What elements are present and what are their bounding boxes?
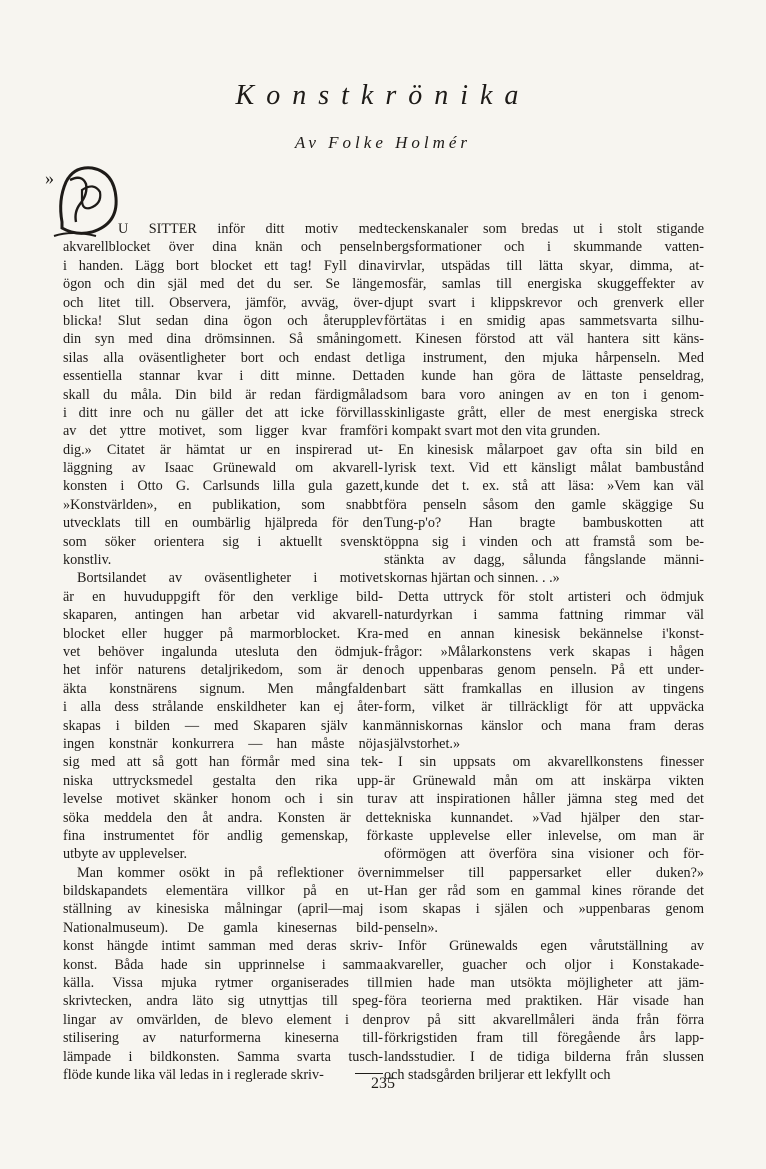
text-line: liga instrument, den mjuka hårpenseln. Med	[384, 349, 704, 366]
text-line: blicka! Slut sedan dina ögon och återupplev	[63, 312, 383, 329]
text-line: i handen. Lägg bort blocket ett tag! Fyll dina	[63, 257, 383, 274]
text-line: av att inspirationen håller jämna steg med det	[384, 791, 704, 808]
left-column	[63, 220, 383, 1084]
page-number: 235	[371, 1075, 395, 1092]
text-line: skrivtecken, andra läto sig utnyttjas till speg-	[63, 993, 383, 1010]
text-line: ett. Kinesen förstod att väl hantera sitt käns-	[384, 331, 704, 348]
text-line: och uppenbaras genom penseln. På ett under-	[384, 662, 704, 679]
text-line: som bara voro aningen av en ton i genom-	[384, 386, 704, 403]
text-line: fina instrumentet för andlig gemenskap, för	[63, 827, 383, 844]
text-line: Nationalmuseum). De gamla kinesernas bild-	[63, 919, 383, 936]
text-line: söka meddela den åt andra. Konsten är det	[63, 809, 383, 826]
text-line: ingen konstnär konkurrera — han måste nöja	[63, 735, 383, 752]
text-line: tekniska kunnandet. »Vad hjälper den star-	[384, 809, 704, 826]
text-line: utbyte av upplevelser.	[63, 846, 188, 863]
text-line: som skapas i själen och »uppenbaras genom	[384, 901, 704, 918]
text-line: prov på sitt akvarellmåleri ända från förra	[384, 1011, 704, 1028]
text-line: bildskapandets elementära villkor på en ut-	[63, 883, 383, 900]
text-line: bart sätt framkallas en illusion av tingens	[384, 680, 704, 697]
text-line: är en huvuduppgift för den verklige bild-	[63, 588, 383, 605]
text-line: med en annan kinesisk bekännelse i'konst-	[384, 625, 704, 642]
text-line: läggning av Isaac Grünewald om akvarell-	[63, 460, 383, 477]
text-line: kunde det t. ex. stå att läsa: »Vem kan väl	[384, 478, 704, 495]
text-line: som söker orientera sig i aktuellt svenskt	[63, 533, 383, 550]
text-line: niska uttrycksmedel gestalta den rika upp-	[63, 772, 383, 789]
text-line: Tung-p'o? Han bragte bambuskotten att	[384, 515, 704, 532]
text-line: landsstudier. I de tidiga bilderna från slussen	[384, 1048, 704, 1065]
text-line: öppna sig i vinden och att framstå som be-	[384, 533, 704, 550]
right-column	[384, 220, 704, 1084]
text-line: Bortsilandet av oväsentligheter i motivet	[77, 570, 383, 587]
text-line: konst hängde intimt samman med deras skriv-	[63, 938, 383, 955]
text-line: virvlar, utspädas till lätta skyar, dimma, at-	[384, 257, 704, 274]
text-line: flöde kunde lika väl ledas in i reglerade skriv-	[63, 1066, 324, 1083]
text-line: »Konstvärlden», en publikation, som snabbt	[63, 496, 383, 513]
text-line: mien hade man utsökta möjligheter att jäm-	[384, 975, 704, 992]
text-line: I sin uppsats om akvarellkonstens finesser	[398, 754, 704, 771]
text-line: stänkta av dagg, sålunda fångslande männi-	[384, 552, 704, 569]
text-line: förkrigstiden fram till föregående års lapp-	[384, 1030, 704, 1047]
text-line: och stadsgården briljerar ett lekfyllt och	[384, 1066, 611, 1083]
text-line: konstliv.	[63, 552, 112, 569]
text-line: föra penseln såsom den gamle skäggige Su	[384, 496, 704, 513]
article-byline: Av Folke Holmér	[294, 133, 472, 152]
page-number-rule	[355, 1073, 383, 1074]
text-line: vet behöver ingalunda utesluta den ödmjuk-	[63, 643, 383, 660]
text-line: dig.» Citatet är hämtat ur en inspirerad ut-	[63, 441, 383, 458]
text-line: frågor: »Målarkonstens verk skapas i hågen	[384, 643, 704, 660]
text-line: utvecklats till en oumbärlig hjälpreda för den	[63, 515, 383, 532]
article-title: Konstkrönika	[235, 80, 531, 111]
text-line: bergsformationer och i skummande vatten-	[384, 239, 704, 256]
text-line: mosfär, samlas till energiska skuggeffekter av	[384, 276, 704, 293]
text-line: form, vilket är tillräckligt för att uppväcka	[384, 699, 704, 716]
text-line: naturdyrkan i samma fattning rimmar väl	[384, 607, 704, 624]
text-line: konst. Båda hade sin upprinnelse i samma	[63, 956, 383, 973]
opening-quote-mark: »	[45, 168, 54, 188]
text-line: het inför naturens detaljrikedom, som är den	[63, 662, 383, 679]
text-line: och litet till. Observera, jämför, avväg, över-	[63, 294, 383, 311]
text-line: levelse motivet skänker honom och i sin tur	[63, 791, 383, 808]
text-line: i alla dess strålande enskildheter kan ej åter-	[63, 699, 383, 716]
text-line: skaparen, antingen han arbetar vid akvarell-	[63, 607, 383, 624]
text-line: penseln».	[384, 919, 438, 936]
text-line: En kinesisk målarpoet gav ofta sin bild en	[398, 441, 704, 458]
text-line: lämpade i bildkonsten. Samma svarta tusch-	[63, 1048, 383, 1065]
text-line: sig med att så gott han förmår med sina tek-	[63, 754, 383, 771]
text-line: konsten i Otto G. Carlsunds lilla gula gazett,	[63, 478, 383, 495]
text-line: stilisering av naturformerna kineserna till-	[63, 1030, 383, 1047]
text-line: den kunde han göra de lättaste penseldrag,	[384, 368, 704, 385]
text-line: ställning av kinesiska målningar (april—maj i	[63, 901, 383, 918]
text-line: Han ger råd som en gammal kines rörande det	[384, 883, 704, 900]
text-line: förtätas i en smidig apas sammetsvarta silhu-	[384, 312, 704, 329]
text-line: U SITTER inför ditt motiv med	[118, 221, 383, 237]
text-line: akvarellblocket över dina knän och penseln	[63, 239, 383, 256]
text-line: skinligaste grått, eller de mest energiska streck	[384, 404, 704, 421]
text-line: skapas i bilden — med Skaparen själv kan	[63, 717, 383, 734]
text-line: av det yttre motivet, som ligger kvar framför	[63, 423, 383, 440]
text-line: Detta uttryck för stolt artisteri och ödmjuk	[398, 588, 704, 605]
text-line: djupt svart i klippskrevor och grenverk eller	[384, 294, 704, 311]
text-line: akvareller, guacher och oljor i Konstakade-	[384, 956, 704, 973]
text-line: din syn med dina drömsinnen. Så småningom	[63, 331, 383, 348]
text-line: äkta konstnärens signum. Men mångfalden	[63, 680, 383, 697]
text-line: självstorhet.»	[384, 735, 461, 752]
text-line: föra teorierna med praktiken. Här visade han	[384, 993, 704, 1010]
text-line: källa. Vissa mjuka rytmer organiserades till	[63, 975, 383, 992]
text-line: lyrisk text. Vid ett känsligt målat bambustånd	[384, 460, 704, 477]
text-line: är Grünewald mån om att inskärpa vikten	[384, 772, 704, 789]
text-line: människornas känslor och mana fram deras	[384, 717, 704, 734]
text-line: Inför Grünewalds egen vårutställning av	[398, 938, 704, 955]
text-line: Man kommer osökt in på reflektioner över	[77, 864, 383, 881]
text-line: i ditt inre och nu gäller det att icke förvillas	[63, 404, 383, 421]
text-line: lingar av omvärlden, de blevo element i den	[63, 1011, 383, 1028]
text-line: skall du måla. Din bild är redan färdigmålad	[63, 386, 383, 403]
text-line: i kompakt svart mot den vita grunden.	[384, 423, 601, 440]
text-line: silas alla oväsentligheter bort och endast det	[63, 349, 383, 366]
text-line: teckenskanaler som bredas ut i stolt stigande	[384, 221, 704, 237]
text-line: ögon och din själ med det du ser. Se länge	[63, 276, 383, 293]
text-line: skornas hjärtan och sinnen. . .»	[384, 570, 560, 587]
text-line: kaste upplevelse eller inlevelse, om man är	[384, 827, 704, 844]
text-line: nimmelser till pappersarket eller duken?»	[384, 864, 704, 881]
text-line: oförmögen att överföra sina visioner och för-	[384, 846, 704, 863]
text-line: essentiella stannar kvar i ditt minne. Detta	[63, 368, 383, 385]
text-line: blocket eller hugger på marmorblocket. Kra-	[63, 625, 383, 642]
